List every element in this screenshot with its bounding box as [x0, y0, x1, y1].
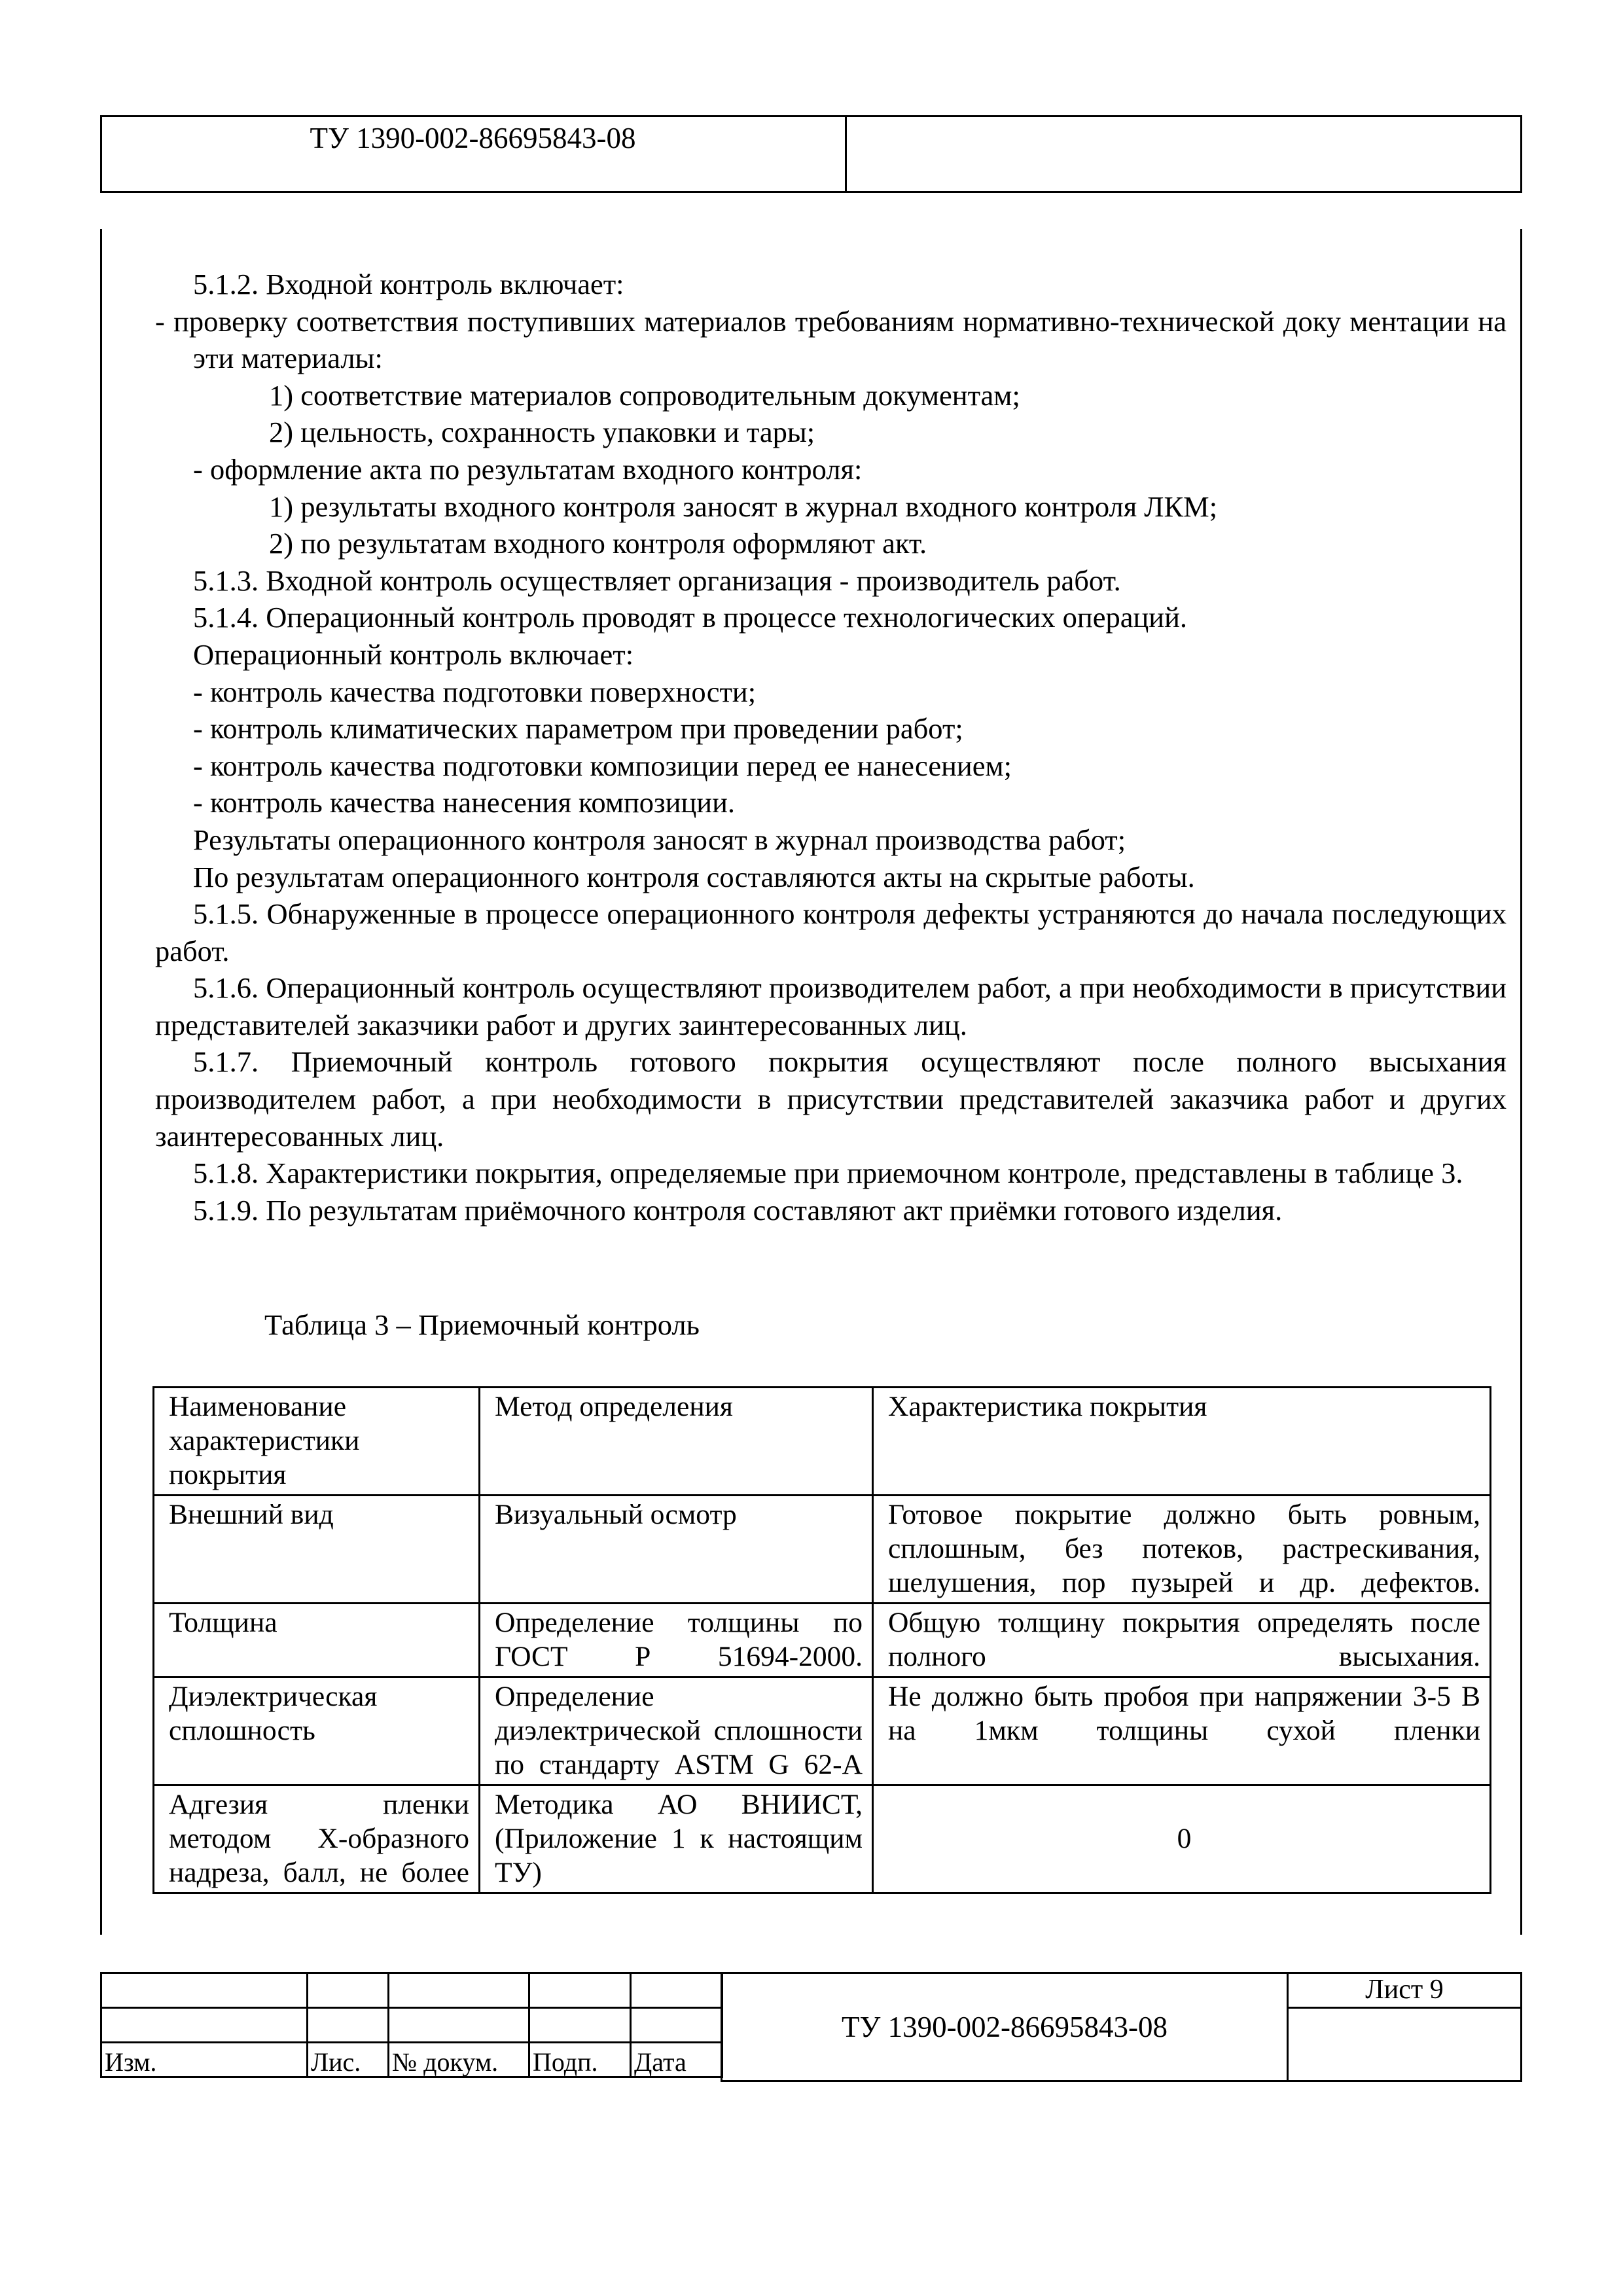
stamp-doc-code	[721, 1972, 1289, 2082]
paragraph: 1) соответствие материалов сопроводительным документам;	[269, 378, 1020, 412]
table-row	[154, 1677, 1491, 1785]
table-cell: Общую толщину покрытия определять после полного высыхания.	[873, 1604, 1491, 1677]
table-header-cell: Наименование характеристики покрытия	[154, 1388, 480, 1496]
table-cell: Определение толщины по ГОСТ Р 51694-2000.	[480, 1604, 873, 1677]
stamp-grid	[100, 1972, 723, 2078]
paragraph: 5.1.7. Приемочный контроль готового покрытия осуществляют после полного высыхания производителем работ, а при необходимости в присутствии представителей заказчика работ и других заинтересованных лиц.	[155, 1045, 1507, 1153]
paragraph: 5.1.8. Характеристики покрытия, определяемые при приемочном контроле, представлены в таблице 3.	[193, 1157, 1463, 1190]
paragraph: По результатам операционного контроля составляются акты на скрытые работы.	[193, 860, 1195, 893]
left-margin-line	[100, 229, 102, 1935]
table-row	[154, 1496, 1491, 1604]
sheet-number: Лист 9	[1287, 1972, 1522, 2009]
paragraph: 5.1.3. Входной контроль осуществляет организация - производитель работ.	[193, 564, 1121, 597]
stamp-label: № докум.	[389, 2043, 529, 2077]
table-cell: Диэлектрическая сплошность	[154, 1677, 480, 1785]
table-cell: Методика АО ВНИИСТ, (Приложение 1 к настоящим ТУ)	[480, 1785, 873, 1893]
table-cell: Не должно быть пробоя при напряжении 3-5 В на 1мкм толщины сухой пленки	[873, 1677, 1491, 1785]
paragraph: - контроль качества нанесения композиции.	[193, 786, 736, 819]
paragraph: 5.1.9. По результатам приёмочного контроля составляют акт приёмки готового изделия.	[193, 1193, 1283, 1227]
table-cell: Адгезия пленки методом Х-образного надреза, балл, не более	[154, 1785, 480, 1893]
stamp-label: Подп.	[529, 2043, 631, 2077]
paragraph: - контроль климатических параметром при проведении работ;	[193, 712, 963, 745]
stamp-label: Изм.	[101, 2043, 308, 2077]
table-caption: Таблица 3 – Приемочный контроль	[264, 1308, 700, 1341]
right-margin-line	[1520, 229, 1522, 1935]
paragraph: - контроль качества подготовки поверхности;	[193, 675, 757, 708]
table-header-row	[154, 1388, 1491, 1496]
table-cell: Готовое покрытие должно быть ровным, сплошным, без потеков, растрескивания, шелушения, пор пузырей и др. дефектов.	[873, 1496, 1491, 1604]
paragraph: - оформление акта по результатам входного контроля:	[193, 452, 863, 486]
paragraph: Операционный контроль включает:	[193, 637, 634, 671]
paragraph: 2) цельность, сохранность упаковки и тары;	[269, 416, 815, 449]
paragraph: Результаты операционного контроля заносят в журнал производства работ;	[193, 823, 1126, 856]
paragraph: 5.1.5. Обнаруженные в процессе операционного контроля дефекты устраняются до начала последующих работ.	[155, 897, 1507, 967]
paragraph: - контроль качества подготовки композиции перед ее нанесением;	[193, 749, 1012, 782]
acceptance-control-table	[152, 1386, 1491, 1894]
table-row	[154, 1604, 1491, 1677]
paragraph: 1) результаты входного контроля заносят в журнал входного контроля ЛКМ;	[269, 490, 1218, 523]
table-row	[154, 1785, 1491, 1893]
table-cell: Визуальный осмотр	[480, 1496, 873, 1604]
table-cell: Внешний вид	[154, 1496, 480, 1604]
header-doc-code: ТУ 1390-002-86695843-08	[310, 122, 636, 154]
header-divider	[845, 115, 847, 193]
stamp-label: Лис.	[308, 2043, 389, 2077]
stamp-label-row	[101, 2043, 722, 2077]
table-header-cell: Метод определения	[480, 1388, 873, 1496]
paragraph: - проверку соответствия поступивших материалов требованиям нормативно-технической доку ментации на эти материалы:	[155, 304, 1507, 375]
paragraph: 5.1.4. Операционный контроль проводят в процессе технологических операций.	[193, 601, 1188, 634]
paragraph: 5.1.2. Входной контроль включает:	[193, 268, 624, 300]
table-cell: Толщина	[154, 1604, 480, 1677]
paragraph: 5.1.6. Операционный контроль осуществляют производителем работ, а при необходимости в присутствии представителей заказчики работ и других заинтересованных лиц.	[155, 971, 1507, 1041]
stamp-label: Дата	[631, 2043, 722, 2077]
paragraph: 2) по результатам входного контроля оформляют акт.	[269, 527, 927, 560]
table-header-cell: Характеристика покрытия	[873, 1388, 1491, 1496]
table-cell: 0	[873, 1785, 1491, 1893]
body-text	[155, 266, 1507, 1229]
stamp-doc-code-text: ТУ 1390-002-86695843-08	[841, 2011, 1168, 2043]
table-cell: Определение диэлектрической сплошности по стандарту ASTM G 62-A	[480, 1677, 873, 1785]
